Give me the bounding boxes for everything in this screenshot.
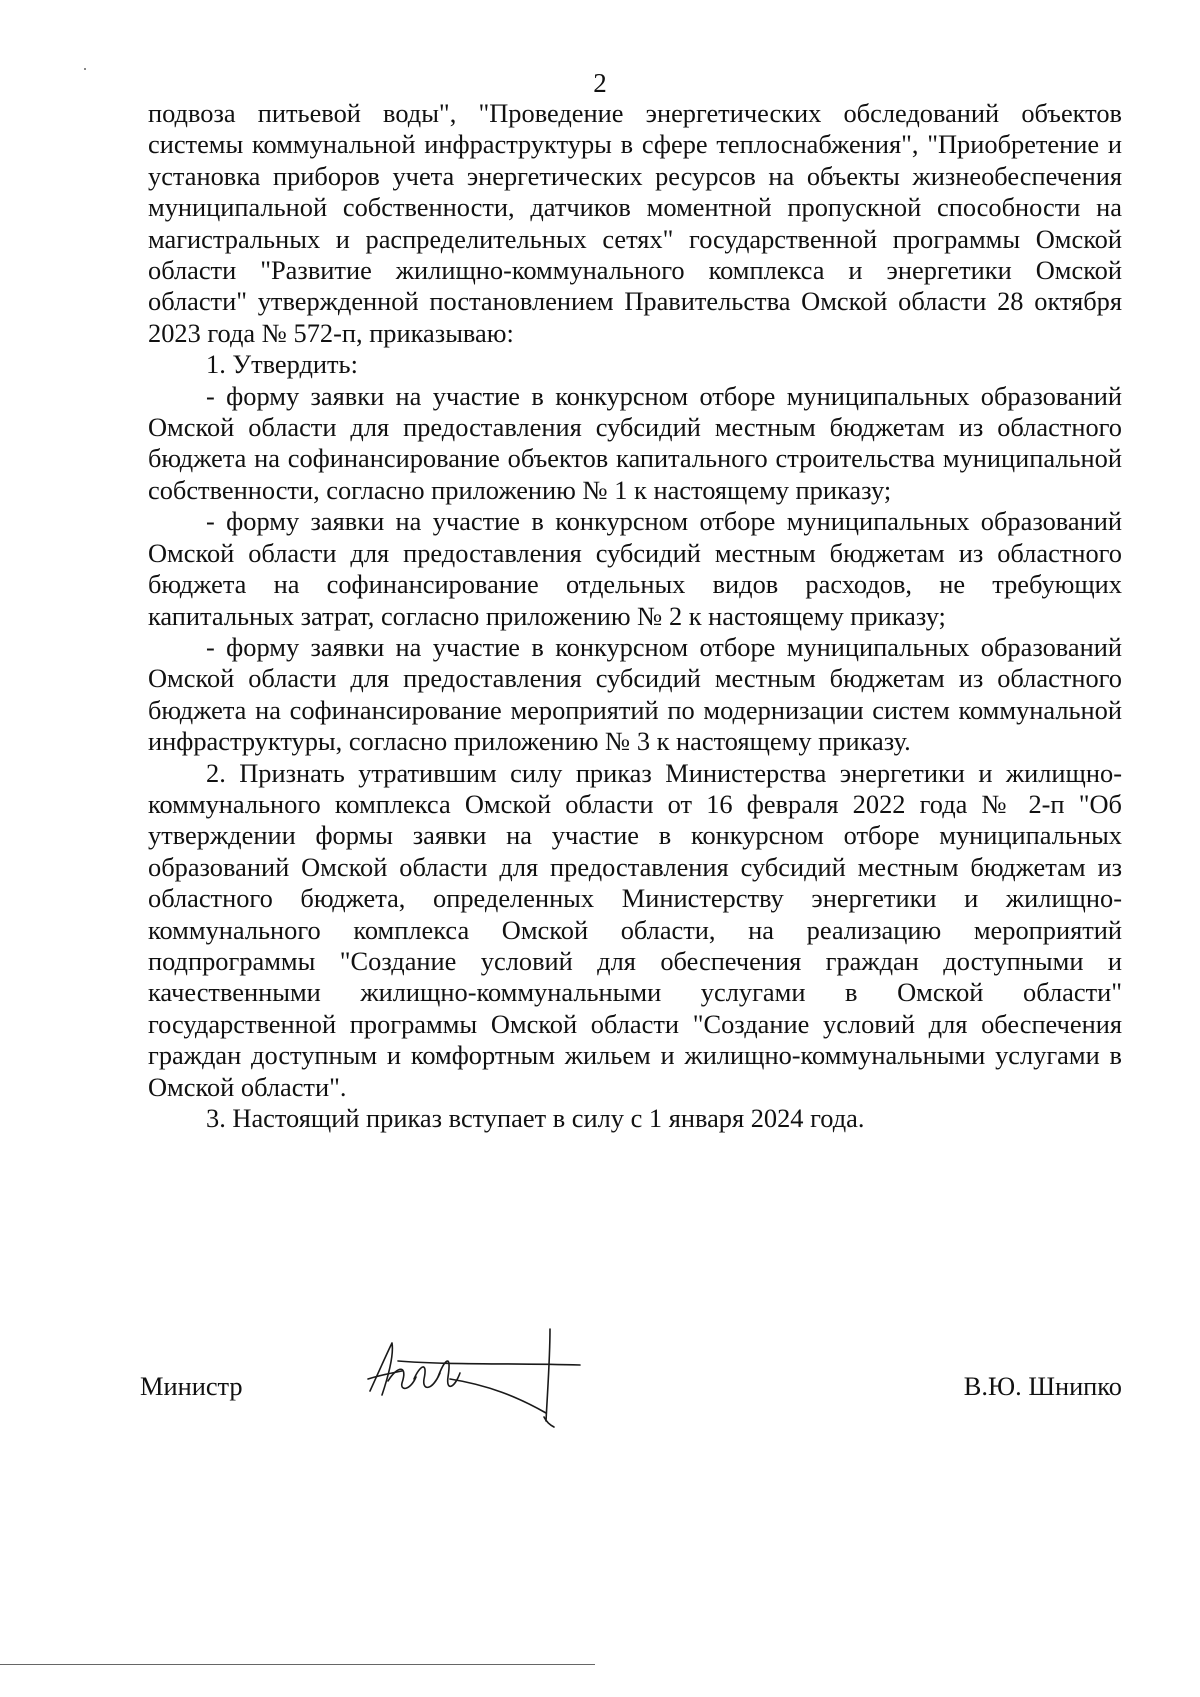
footer-divider bbox=[0, 1664, 595, 1665]
paragraph-form-3: - форму заявки на участие в конкурсном отборе муниципальных образований Омской области для предоставления субсидий местным бюджетам из областного бюджета на софинансирование мероприятий по модернизации систем коммунальной инфраструктуры, согласно приложению № 3 к настоящему приказу. bbox=[148, 631, 1122, 757]
paragraph-form-1: - форму заявки на участие в конкурсном отборе муниципальных образований Омской области для предоставления субсидий местным бюджетам из областного бюджета на софинансирование объектов капитального строительства муниципальной собственности, согласно приложению № 1 к настоящему приказу; bbox=[148, 380, 1122, 505]
paragraph-form-2: - форму заявки на участие в конкурсном отборе муниципальных образований Омской области для предоставления субсидий местным бюджетам из областного бюджета на софинансирование отдельных видов расходов, не требующих капитальных затрат, согласно приложению № 2 к настоящему приказу; bbox=[148, 506, 1122, 631]
page-number: 2 bbox=[593, 68, 607, 98]
paragraph-item-2: 2. Признать утратившим силу приказ Министерства энергетики и жилищно-коммунального комплекса Омской области от 16 февраля 2022 года № 2-п "Об утверждении формы заявки на участие в конкурсном отборе муниципальных образований Омской области для предоставления субсидий местным бюджетам из областного бюджета, определенных Министерству энергетики и жилищно-коммунального комплекса Омской области, на реализацию мероприятий подпрограммы "Создание условий для обеспечения граждан доступными и качественными жилищно-коммунальными услугами в Омской области" государственной программы Омской области "Создание условий для обеспечения граждан доступным и комфортным жильем и жилищно-коммунальными услугами в Омской области". bbox=[148, 757, 1122, 1102]
paragraph-intro: подвоза питьевой воды", "Проведение энергетических обследований объектов системы коммунальной инфраструктуры в сфере теплоснабжения", "Приобретение и установка приборов учета энергетических ресурсов на объекты жизнеобеспечения муниципальной собственности, датчиков моментной пропускной способности на магистральных и распределительных сетях" государственной программы Омской области "Развитие жилищно-коммунального комплекса и энергетики Омской области" утвержденной постановлением Правительства Омской области 28 октября 2023 года № 572-п, приказываю: bbox=[148, 98, 1122, 348]
signatory-title: Министр bbox=[140, 1371, 243, 1401]
paragraph-item-1: 1. Утвердить: bbox=[206, 349, 358, 380]
signatory-name: В.Ю. Шнипко bbox=[963, 1371, 1122, 1401]
paragraph-item-3: 3. Настоящий приказ вступает в силу с 1 января 2024 года. bbox=[206, 1103, 865, 1133]
document-body bbox=[148, 98, 1122, 1134]
signature-block bbox=[140, 1345, 1122, 1415]
handwritten-signature-icon bbox=[358, 1321, 588, 1431]
